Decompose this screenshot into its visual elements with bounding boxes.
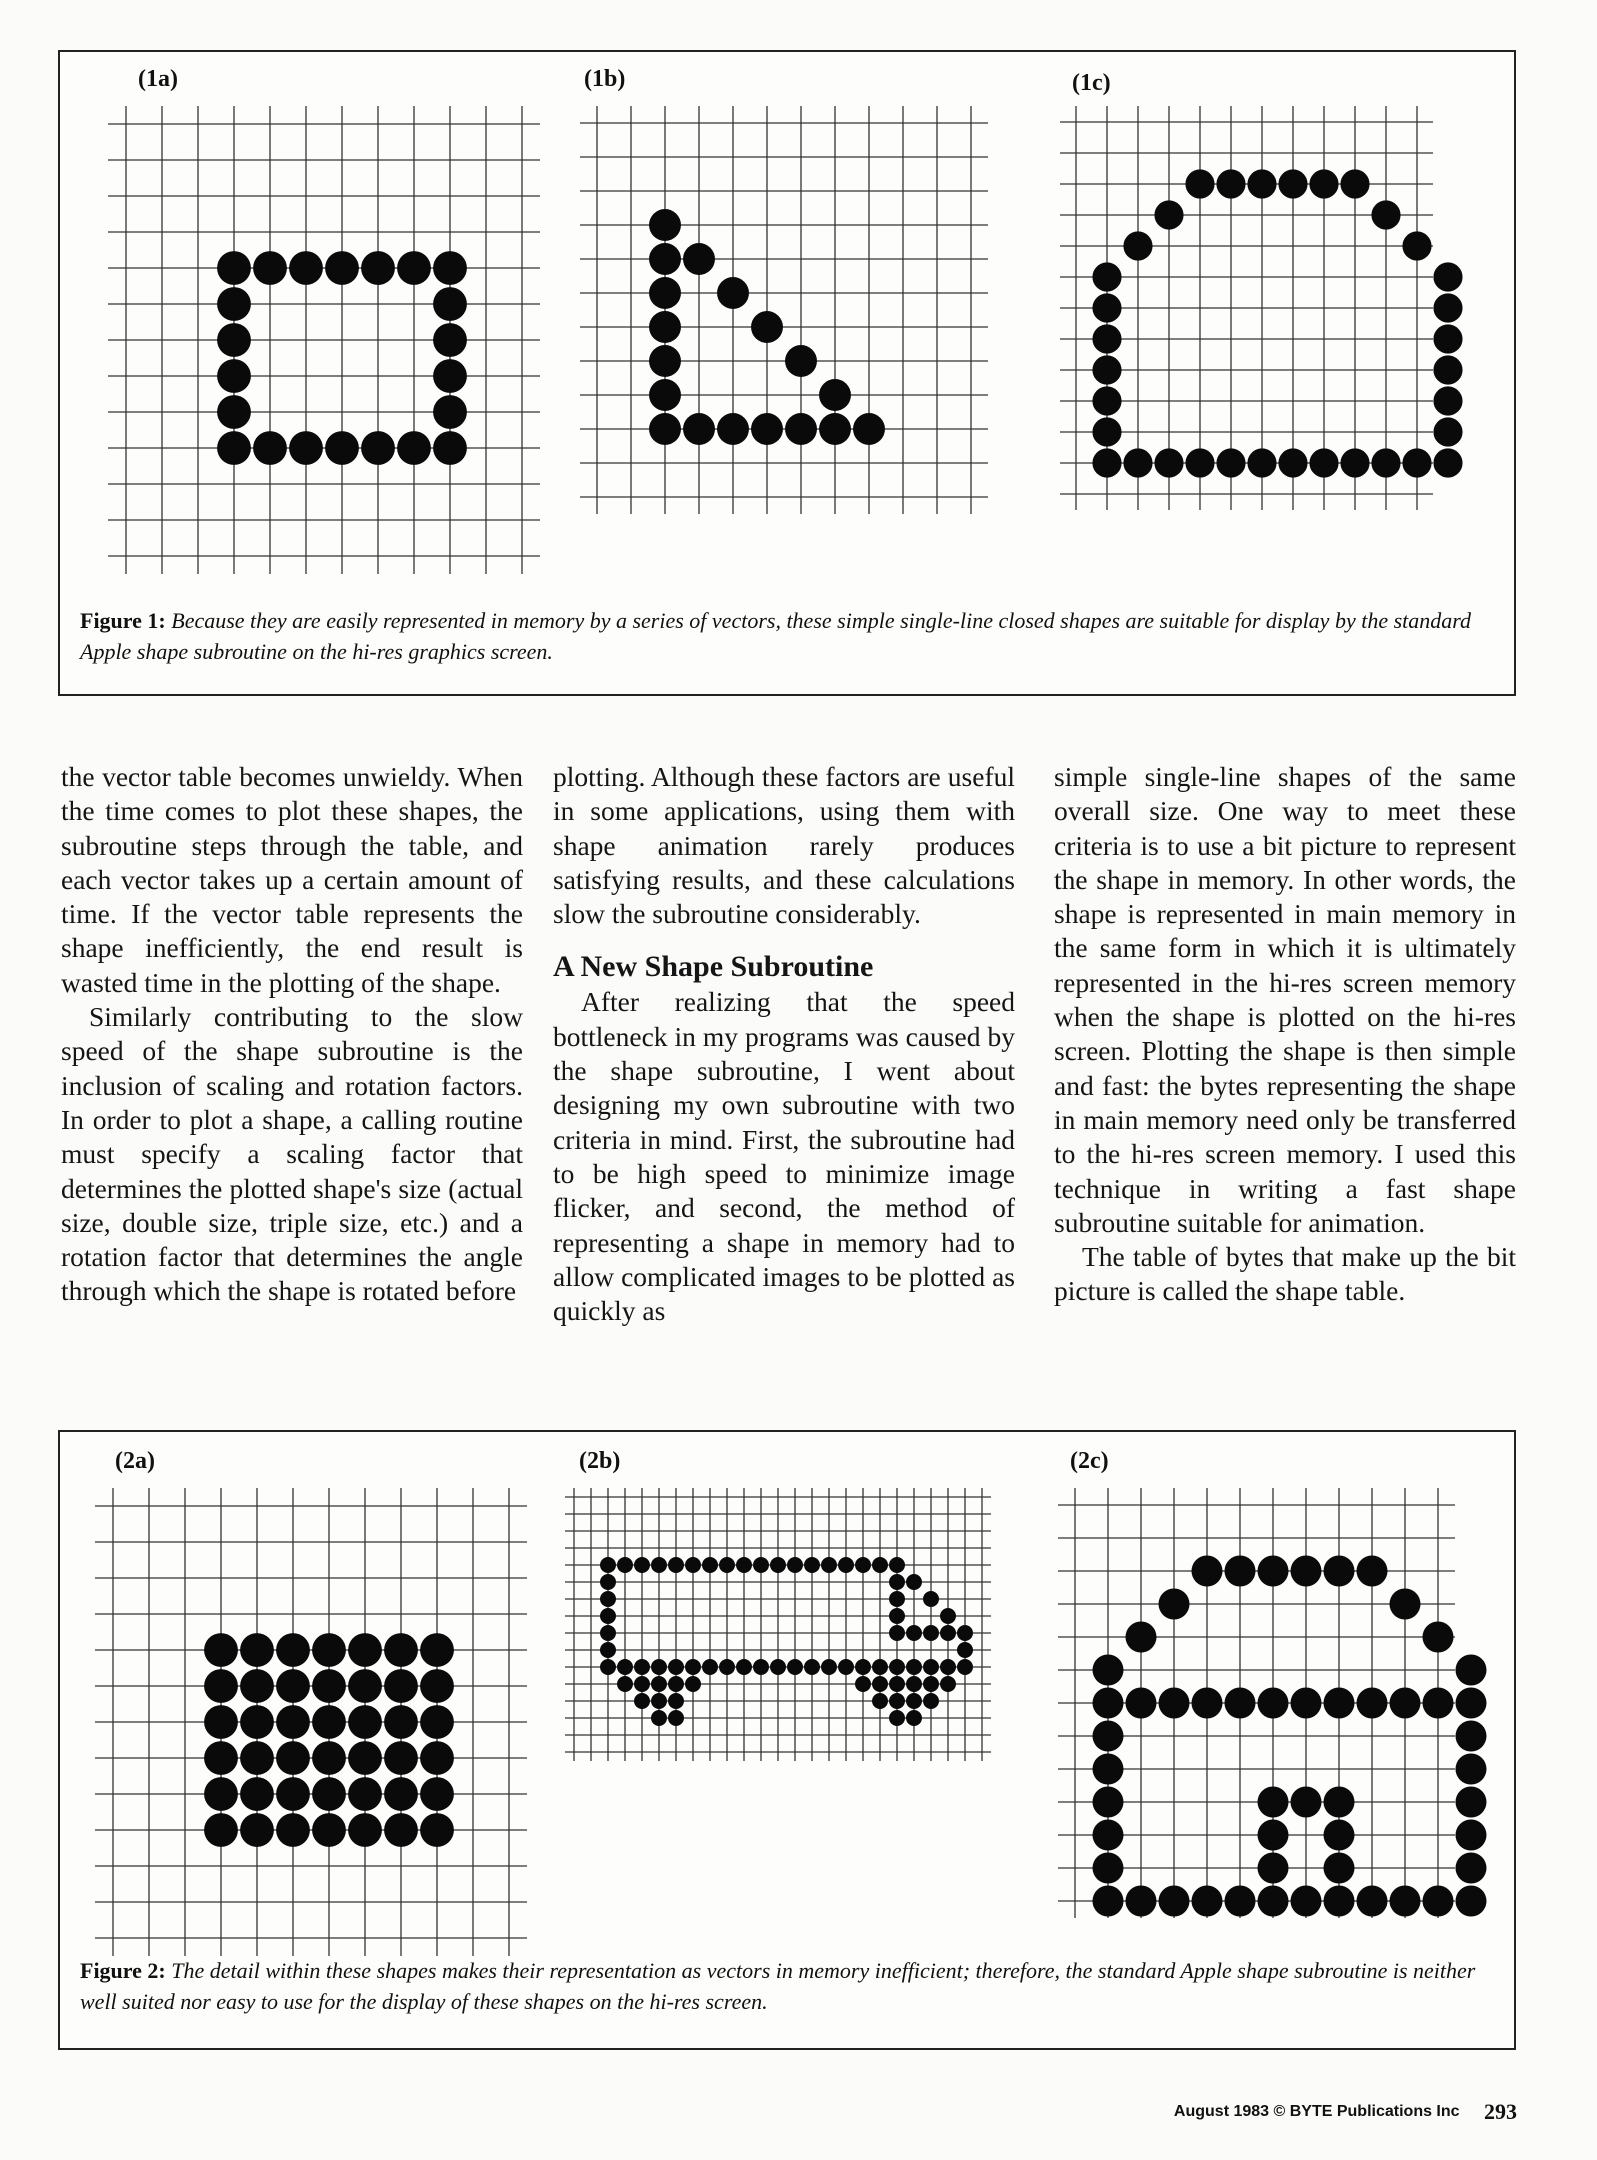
plotted-dot [1092, 1852, 1123, 1883]
figure-1a-panel [108, 62, 528, 582]
plotted-dot [719, 1659, 735, 1675]
plotted-dot [420, 1813, 454, 1847]
plotted-dot [348, 1669, 382, 1703]
plotted-dot [1323, 1786, 1354, 1817]
plotted-dot [253, 431, 287, 465]
figure-2b-panel [565, 1444, 1025, 1864]
plotted-dot [804, 1557, 820, 1573]
plotted-dot [649, 379, 681, 411]
plotted-dot [872, 1557, 888, 1573]
text-column-1 [61, 760, 523, 1309]
plotted-dot [804, 1659, 820, 1675]
plotted-dot [736, 1557, 752, 1573]
plotted-dot [1278, 448, 1307, 477]
plotted-dot [685, 1659, 701, 1675]
plotted-dot [787, 1659, 803, 1675]
plotted-dot [384, 1705, 418, 1739]
plotted-dot [1455, 1819, 1486, 1850]
plotted-dot [668, 1659, 684, 1675]
plotted-dot [433, 359, 467, 393]
plotted-dot [853, 413, 885, 445]
plotted-dot [1433, 262, 1462, 291]
plotted-dot [397, 251, 431, 285]
plotted-dot [1158, 1588, 1189, 1619]
plotted-dot [384, 1741, 418, 1775]
plotted-dot [384, 1633, 418, 1667]
plotted-dot [889, 1608, 905, 1624]
plotted-dot [668, 1557, 684, 1573]
plotted-dot [420, 1741, 454, 1775]
plotted-dot [348, 1633, 382, 1667]
figure-2 [58, 1430, 1516, 2050]
plotted-dot [1433, 448, 1462, 477]
plotted-dot [1356, 1687, 1387, 1718]
panel-label-1a: (1a) [138, 66, 178, 92]
plotted-dot [420, 1633, 454, 1667]
plotted-dot [348, 1705, 382, 1739]
plotted-dot [276, 1633, 310, 1667]
plotted-dot [276, 1705, 310, 1739]
plotted-dot [872, 1693, 888, 1709]
plotted-dot [1257, 1786, 1288, 1817]
plotted-dot [872, 1659, 888, 1675]
plotted-dot [1422, 1687, 1453, 1718]
plotted-dot [1433, 293, 1462, 322]
plotted-dot [819, 413, 851, 445]
plotted-dot [217, 359, 251, 393]
panel-label-2a: (2a) [115, 1448, 155, 1474]
plotted-dot [649, 413, 681, 445]
paragraph: the vector table becomes unwieldy. When the time comes to plot these shapes, the subroutine steps through the table, and each vector takes up a certain amount of time. If the vector table represents the shape inefficiently, the end result is wasted time in the plotting of the shape. [61, 761, 523, 998]
plotted-dot [204, 1705, 238, 1739]
plotted-dot [855, 1676, 871, 1692]
plotted-dot [1216, 169, 1245, 198]
plotted-dot [433, 251, 467, 285]
plotted-dot [1371, 448, 1400, 477]
plotted-dot [770, 1659, 786, 1675]
figure-1-caption [80, 605, 1494, 667]
plotted-dot [889, 1574, 905, 1590]
plotted-dot [1125, 1687, 1156, 1718]
plotted-dot [1191, 1687, 1222, 1718]
plotted-dot [276, 1669, 310, 1703]
plotted-dot [819, 379, 851, 411]
plotted-dot [906, 1625, 922, 1641]
plotted-dot [651, 1710, 667, 1726]
plotted-dot [240, 1633, 274, 1667]
plotted-dot [889, 1557, 905, 1573]
plotted-dot [1216, 448, 1245, 477]
shape-grid-1a [108, 106, 540, 574]
plotted-dot [312, 1705, 346, 1739]
plotted-dot [1191, 1885, 1222, 1916]
plotted-dot [872, 1676, 888, 1692]
plotted-dot [957, 1625, 973, 1641]
plotted-dot [634, 1659, 650, 1675]
plotted-dot [1455, 1885, 1486, 1916]
plotted-dot [1247, 448, 1276, 477]
plotted-dot [1455, 1654, 1486, 1685]
plotted-dot [1123, 231, 1152, 260]
plotted-dot [204, 1813, 238, 1847]
plotted-dot [923, 1591, 939, 1607]
plotted-dot [1224, 1555, 1255, 1586]
shape-grid-1c [1060, 106, 1433, 510]
plotted-dot [1224, 1885, 1255, 1916]
page-number: 293 [1484, 2099, 1517, 2124]
plotted-dot [1402, 231, 1431, 260]
plotted-dot [1290, 1786, 1321, 1817]
plotted-dot [600, 1574, 616, 1590]
plotted-dot [1092, 1753, 1123, 1784]
plotted-dot [1340, 169, 1369, 198]
plotted-dot [312, 1633, 346, 1667]
plotted-dot [1433, 355, 1462, 384]
plotted-dot [634, 1693, 650, 1709]
plotted-dot [433, 287, 467, 321]
plotted-dot [923, 1659, 939, 1675]
plotted-dot [1158, 1885, 1189, 1916]
plotted-dot [1309, 169, 1338, 198]
plotted-dot [1092, 1720, 1123, 1751]
plotted-dot [1389, 1588, 1420, 1619]
plotted-dot [1154, 448, 1183, 477]
plotted-dot [651, 1659, 667, 1675]
plotted-dot [1224, 1687, 1255, 1718]
plotted-dot [751, 311, 783, 343]
plotted-dot [751, 413, 783, 445]
plotted-dot [289, 251, 323, 285]
plotted-dot [1185, 169, 1214, 198]
figure-2-caption-text: The detail within these shapes makes their representation as vectors in memory inefficient; therefore, the standard Apple shape subroutine is neither well suited nor easy to use for the display of these shapes on the hi-res screen. [80, 1958, 1476, 2014]
plotted-dot [1247, 169, 1276, 198]
plotted-dot [1257, 1852, 1288, 1883]
figure-1c-panel [1060, 62, 1480, 542]
plotted-dot [1433, 324, 1462, 353]
figure-1-caption-head: Figure 1: [80, 608, 166, 633]
plotted-dot [940, 1608, 956, 1624]
plotted-dot [1389, 1687, 1420, 1718]
plotted-dot [785, 345, 817, 377]
plotted-dot [348, 1777, 382, 1811]
plotted-dot [217, 287, 251, 321]
plotted-dot [821, 1659, 837, 1675]
plotted-dot [753, 1557, 769, 1573]
plotted-dot [1340, 448, 1369, 477]
paragraph: simple single-line shapes of the same overall size. One way to meet these criteria is to use a bit picture to represent the shape in memory. In other words, the shape is represented in main memory in the same form in which it is ultimately represented in the hi-res screen memory when the shape is plotted on the hi-res screen. Plotting the shape is then simple and fast: the bytes representing the shape in main memory need only be transferred to the hi-res screen memory. I used this technique in writing a fast shape subroutine suitable for animation. [1054, 761, 1516, 1238]
plotted-dot [683, 413, 715, 445]
plotted-dot [325, 251, 359, 285]
plotted-dot [889, 1676, 905, 1692]
plotted-dot [889, 1659, 905, 1675]
panel-label-2b: (2b) [579, 1448, 621, 1474]
plotted-dot [397, 431, 431, 465]
plotted-dot [651, 1557, 667, 1573]
plotted-dot [649, 243, 681, 275]
plotted-dot [600, 1642, 616, 1658]
plotted-dot [420, 1705, 454, 1739]
figure-2a-panel [95, 1444, 535, 1964]
plotted-dot [253, 251, 287, 285]
plotted-dot [1185, 448, 1214, 477]
plotted-dot [240, 1777, 274, 1811]
plotted-dot [433, 323, 467, 357]
plotted-dot [906, 1710, 922, 1726]
plotted-dot [217, 251, 251, 285]
plotted-dot [1455, 1852, 1486, 1883]
plotted-dot [1092, 1819, 1123, 1850]
plotted-dot [1323, 1819, 1354, 1850]
paragraph: plotting. Although these factors are useful in some applications, using them with shape animation rarely produces satisfying results, and these calculations slow the subroutine considerably. [553, 761, 1015, 930]
plotted-dot [1092, 1786, 1123, 1817]
figure-1 [58, 50, 1516, 696]
plotted-dot [1422, 1885, 1453, 1916]
plotted-dot [1125, 1621, 1156, 1652]
plotted-dot [957, 1659, 973, 1675]
plotted-dot [240, 1813, 274, 1847]
plotted-dot [838, 1659, 854, 1675]
plotted-dot [1389, 1885, 1420, 1916]
copyright-credit: August 1983 © BYTE Publications Inc [1173, 2103, 1460, 2120]
plotted-dot [736, 1659, 752, 1675]
plotted-dot [906, 1574, 922, 1590]
plotted-dot [1433, 417, 1462, 446]
plotted-dot [649, 277, 681, 309]
plotted-dot [717, 413, 749, 445]
paragraph: After realizing that the speed bottleneck in my programs was caused by the shape subroutine, I went about designing my own subroutine with two criteria in mind. First, the subroutine had to be high speed to minimize image flicker, and second, the method of representing a shape in memory had to allow complicated images to be plotted as quickly as [553, 986, 1015, 1327]
plotted-dot [1158, 1687, 1189, 1718]
plotted-dot [855, 1557, 871, 1573]
plotted-dot [240, 1741, 274, 1775]
plotted-dot [889, 1693, 905, 1709]
plotted-dot [1092, 386, 1121, 415]
plotted-dot [770, 1557, 786, 1573]
plotted-dot [433, 395, 467, 429]
plotted-dot [1356, 1555, 1387, 1586]
plotted-dot [276, 1741, 310, 1775]
plotted-dot [940, 1659, 956, 1675]
plotted-dot [384, 1777, 418, 1811]
figure-1-caption-text: Because they are easily represented in memory by a series of vectors, these simple single-line closed shapes are suitable for display by the standard Apple shape subroutine on the hi-res graphics screen. [80, 608, 1472, 664]
plotted-dot [384, 1813, 418, 1847]
plotted-dot [361, 251, 395, 285]
plotted-dot [1092, 1654, 1123, 1685]
plotted-dot [312, 1777, 346, 1811]
plotted-dot [683, 243, 715, 275]
plotted-dot [289, 431, 323, 465]
plotted-dot [1422, 1621, 1453, 1652]
plotted-dot [348, 1813, 382, 1847]
plotted-dot [348, 1741, 382, 1775]
plotted-dot [1290, 1687, 1321, 1718]
plotted-dot [957, 1642, 973, 1658]
plotted-dot [889, 1591, 905, 1607]
plotted-dot [1092, 293, 1121, 322]
plotted-dot [600, 1625, 616, 1641]
plotted-dot [785, 413, 817, 445]
plotted-dot [276, 1777, 310, 1811]
panel-label-1b: (1b) [584, 66, 626, 92]
plotted-dot [420, 1669, 454, 1703]
plotted-dot [1455, 1687, 1486, 1718]
panel-label-1c: (1c) [1072, 70, 1111, 96]
plotted-dot [838, 1557, 854, 1573]
plotted-dot [420, 1777, 454, 1811]
plotted-dot [634, 1557, 650, 1573]
plotted-dot [1323, 1555, 1354, 1586]
plotted-dot [702, 1557, 718, 1573]
shape-grid-2c [1058, 1488, 1455, 1918]
shape-grid-2b [565, 1488, 991, 1761]
text-column-3 [1054, 760, 1516, 1309]
plotted-dot [1455, 1753, 1486, 1784]
plotted-dot [204, 1633, 238, 1667]
plotted-dot [651, 1676, 667, 1692]
plotted-dot [649, 209, 681, 241]
plotted-dot [1257, 1555, 1288, 1586]
plotted-dot [1092, 355, 1121, 384]
page-footer [1174, 2099, 1517, 2125]
plotted-dot [702, 1659, 718, 1675]
plotted-dot [855, 1659, 871, 1675]
plotted-dot [923, 1625, 939, 1641]
plotted-dot [276, 1813, 310, 1847]
plotted-dot [1371, 200, 1400, 229]
plotted-dot [940, 1676, 956, 1692]
plotted-dot [433, 431, 467, 465]
plotted-dot [361, 431, 395, 465]
paragraph: Similarly contributing to the slow speed of the shape subroutine is the inclusion of scaling and rotation factors. In order to plot a shape, a calling routine must specify a scaling factor that determines the plotted shape's size (actual size, double size, triple size, etc.) and a rotation factor that determines the angle through which the shape is rotated before [61, 1001, 523, 1307]
plotted-dot [600, 1659, 616, 1675]
text-column-2 [553, 760, 1015, 1328]
plotted-dot [1323, 1852, 1354, 1883]
plotted-dot [719, 1557, 735, 1573]
plotted-dot [240, 1669, 274, 1703]
shape-grid-1b [580, 106, 988, 514]
plotted-dot [923, 1693, 939, 1709]
plotted-dot [1323, 1885, 1354, 1916]
plotted-dot [685, 1557, 701, 1573]
plotted-dot [649, 311, 681, 343]
plotted-dot [906, 1693, 922, 1709]
plotted-dot [1455, 1786, 1486, 1817]
plotted-dot [1290, 1885, 1321, 1916]
plotted-dot [217, 431, 251, 465]
figure-1b-panel [580, 62, 1000, 542]
plotted-dot [649, 345, 681, 377]
plotted-dot [240, 1705, 274, 1739]
plotted-dot [1092, 448, 1121, 477]
plotted-dot [204, 1741, 238, 1775]
plotted-dot [1092, 324, 1121, 353]
panel-label-2c: (2c) [1070, 1448, 1109, 1474]
plotted-dot [204, 1669, 238, 1703]
plotted-dot [1123, 448, 1152, 477]
plotted-dot [1290, 1555, 1321, 1586]
plotted-dot [1125, 1885, 1156, 1916]
paragraph: The table of bytes that make up the bit picture is called the shape table. [1054, 1241, 1516, 1307]
plotted-dot [617, 1557, 633, 1573]
plotted-dot [1402, 448, 1431, 477]
plotted-dot [753, 1659, 769, 1675]
plotted-dot [217, 395, 251, 429]
section-heading: A New Shape Subroutine [553, 950, 874, 984]
plotted-dot [651, 1693, 667, 1709]
plotted-dot [1257, 1819, 1288, 1850]
plotted-dot [1092, 1885, 1123, 1916]
plotted-dot [940, 1625, 956, 1641]
plotted-dot [1257, 1687, 1288, 1718]
plotted-dot [1309, 448, 1338, 477]
plotted-dot [1092, 417, 1121, 446]
plotted-dot [1154, 200, 1183, 229]
plotted-dot [1323, 1687, 1354, 1718]
plotted-dot [1356, 1885, 1387, 1916]
plotted-dot [906, 1659, 922, 1675]
plotted-dot [312, 1741, 346, 1775]
plotted-dot [906, 1676, 922, 1692]
plotted-dot [1433, 386, 1462, 415]
figure-2c-panel [1058, 1444, 1498, 1964]
shape-grid-2a [95, 1488, 527, 1956]
plotted-dot [668, 1710, 684, 1726]
plotted-dot [1455, 1720, 1486, 1751]
plotted-dot [325, 431, 359, 465]
plotted-dot [1257, 1885, 1288, 1916]
plotted-dot [312, 1669, 346, 1703]
plotted-dot [1092, 1687, 1123, 1718]
plotted-dot [685, 1676, 701, 1692]
plotted-dot [821, 1557, 837, 1573]
plotted-dot [668, 1676, 684, 1692]
plotted-dot [384, 1669, 418, 1703]
plotted-dot [1278, 169, 1307, 198]
plotted-dot [1191, 1555, 1222, 1586]
plotted-dot [634, 1676, 650, 1692]
plotted-dot [617, 1676, 633, 1692]
plotted-dot [889, 1625, 905, 1641]
plotted-dot [717, 277, 749, 309]
plotted-dot [204, 1777, 238, 1811]
figure-2-caption [80, 1955, 1494, 2017]
plotted-dot [600, 1608, 616, 1624]
plotted-dot [617, 1659, 633, 1675]
figure-2-caption-head: Figure 2: [80, 1958, 166, 1983]
plotted-dot [889, 1710, 905, 1726]
plotted-dot [600, 1557, 616, 1573]
plotted-dot [668, 1693, 684, 1709]
plotted-dot [1092, 262, 1121, 291]
plotted-dot [312, 1813, 346, 1847]
plotted-dot [600, 1591, 616, 1607]
plotted-dot [923, 1676, 939, 1692]
plotted-dot [217, 323, 251, 357]
plotted-dot [787, 1557, 803, 1573]
